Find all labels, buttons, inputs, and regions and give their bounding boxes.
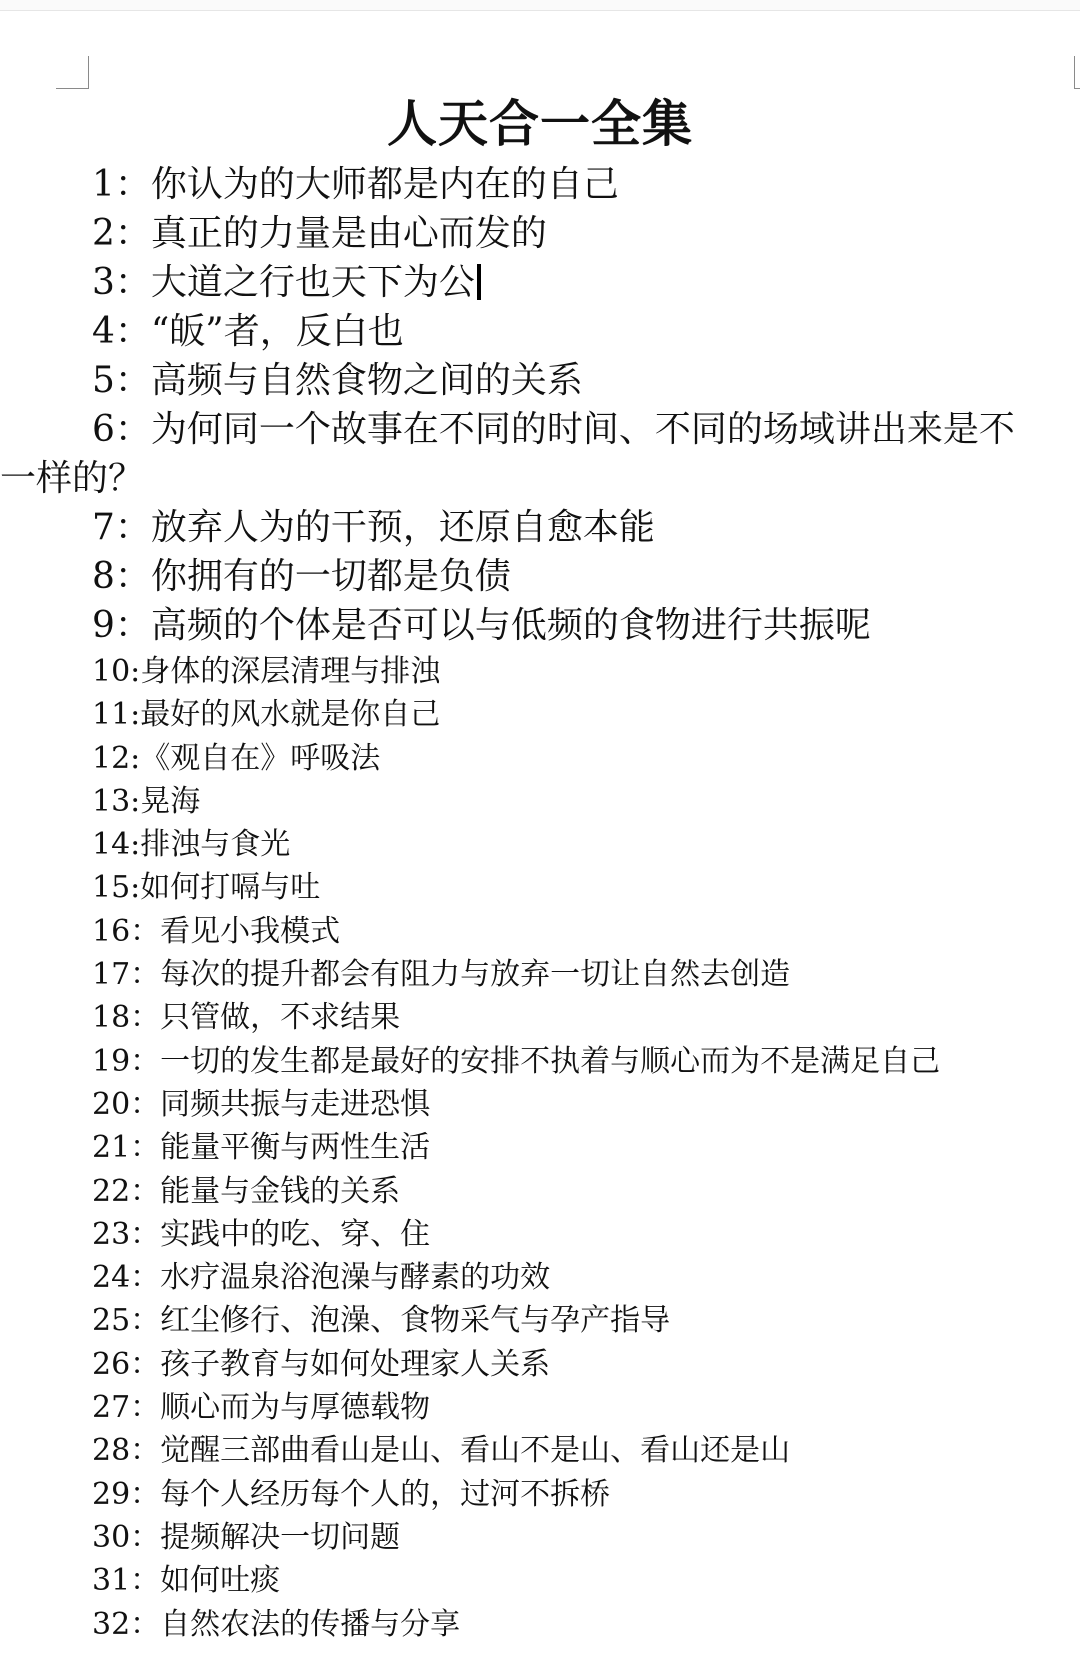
list-item: 12:《观自在》呼吸法 xyxy=(92,740,381,776)
list-item: 27：顺心而为与厚德载物 xyxy=(92,1390,431,1426)
list-item: 21：能量平衡与两性生活 xyxy=(92,1130,431,1166)
table-of-contents xyxy=(0,160,1064,1646)
list-item: 32：自然农法的传播与分享 xyxy=(92,1606,461,1642)
list-item: 13:晃海 xyxy=(92,783,201,819)
list-item: 20：同频共振与走进恐惧 xyxy=(92,1086,431,1122)
list-item: 4：“皈”者，反白也 xyxy=(92,311,404,352)
page-top-edge xyxy=(0,0,1080,11)
list-item: 11:最好的风水就是你自己 xyxy=(92,697,441,733)
list-item: 2：真正的力量是由心而发的 xyxy=(92,213,547,254)
list-item: 31：如何吐痰 xyxy=(92,1563,281,1599)
list-item: 16：看见小我模式 xyxy=(92,913,341,949)
list-item xyxy=(0,405,1064,503)
list-item-line: 一样的？ xyxy=(0,458,145,499)
document-title: 人天合一全集 xyxy=(387,94,693,153)
crop-mark-top-left xyxy=(56,56,89,89)
list-item: 15:如何打嗝与吐 xyxy=(92,870,321,906)
list-item: 5：高频与自然食物之间的关系 xyxy=(92,360,583,401)
list-item: 24：水疗温泉浴泡澡与酵素的功效 xyxy=(92,1260,551,1296)
list-item: 29：每个人经历每个人的，过河不拆桥 xyxy=(92,1476,611,1512)
list-item: 25：红尘修行、泡澡、食物采气与孕产指导 xyxy=(92,1303,671,1339)
crop-mark-top-right xyxy=(1074,56,1080,89)
list-item: 9：高频的个体是否可以与低频的食物进行共振呢 xyxy=(92,605,871,646)
list-item: 10:身体的深层清理与排浊 xyxy=(92,654,441,689)
list-item: 18：只管做，不求结果 xyxy=(92,1000,401,1036)
list-item: 28：觉醒三部曲看山是山、看山不是山、看山还是山 xyxy=(92,1433,791,1469)
list-item: 14:排浊与食光 xyxy=(92,827,291,863)
list-item: 3：大道之行也天下为公 xyxy=(92,258,1064,307)
list-item: 23：实践中的吃、穿、住 xyxy=(92,1216,431,1252)
list-item: 1：你认为的大师都是内在的自己 xyxy=(92,164,619,205)
text-cursor xyxy=(477,264,481,300)
list-item: 17：每次的提升都会有阻力与放弃一切让自然去创造 xyxy=(92,957,791,993)
list-item: 26：孩子教育与如何处理家人关系 xyxy=(92,1346,551,1382)
list-item: 22：能量与金钱的关系 xyxy=(92,1173,401,1209)
list-item: 30：提频解决一切问题 xyxy=(92,1519,401,1555)
list-item: 7：放弃人为的干预，还原自愈本能 xyxy=(92,507,655,548)
list-item-line: 6：为何同一个故事在不同的时间、不同的场域讲出来是不 xyxy=(92,409,1015,450)
list-item: 8：你拥有的一切都是负债 xyxy=(92,556,511,597)
list-item: 19：一切的发生都是最好的安排不执着与顺心而为不是满足自己 xyxy=(92,1043,941,1079)
